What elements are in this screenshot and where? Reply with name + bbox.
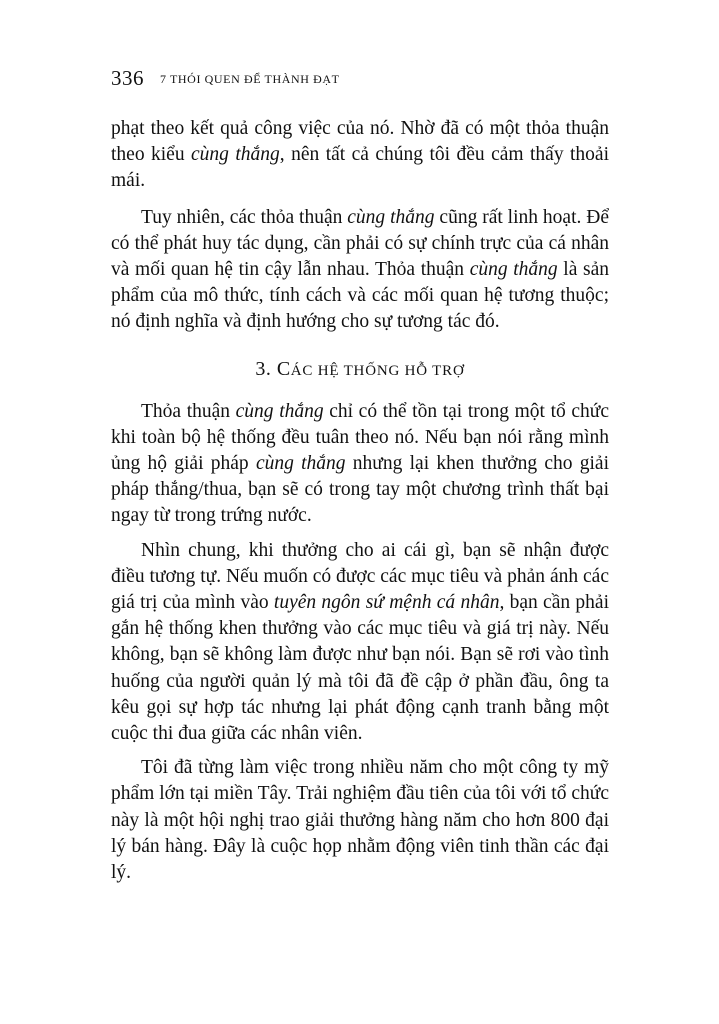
paragraph-1 — [111, 116, 609, 195]
text-run: Tôi đã từng làm việc trong nhiều năm cho một công ty mỹ phẩm lớn tại miền Tây. Trải nghiệm đầu tiên của tôi với tổ chức này là một hội nghị trao giải thưởng hàng năm cho hơn 800 đại lý bán hàng. Đây là cuộc họp nhằm động viên tinh thần các đại lý. — [111, 757, 609, 884]
paragraph-4 — [111, 538, 609, 748]
page-number: 336 — [111, 66, 144, 90]
text-run: nhưng lại khen thưởng cho giải pháp thắng/thua, bạn sẽ có trong tay một chương trình thất bại ngay từ trong trứng nước. — [111, 453, 609, 527]
section-heading — [111, 358, 609, 381]
italic-term: tuyên ngôn sứ mệnh cá nhân, — [273, 592, 505, 614]
text-run: bạn cần phải gắn hệ thống khen thưởng vào các mục tiêu và giá trị này. Nếu không, bạn sẽ không làm được như bạn nói. Bạn sẽ rơi vào tình huống của người quản lý mà tôi đã đề cập ở phần đầu, ông ta kêu gọi sự hợp tác nhưng lại phát động cạnh tranh bằng một cuộc thi đua giữa các nhân viên. — [111, 592, 609, 745]
text-run: là sản phẩm của mô thức, tính cách và các mối quan hệ tương thuộc; nó định nghĩa và định hướng cho sự tương tác đó. — [111, 259, 609, 333]
text-run: cũng rất linh hoạt. Để có thể phát huy tác dụng, cần phải có sự chính trực của cá nhân và mối quan hệ tin cậy lẫn nhau. Thỏa thuận — [111, 206, 609, 281]
paragraph-5 — [111, 755, 609, 886]
text-run: Nhìn chung, khi thưởng cho ai cái gì, bạn sẽ nhận được điều tương tự. Nếu muốn có được các mục tiêu và phản ánh các giá trị của mình vào — [111, 539, 609, 614]
italic-term: cùng thắng — [469, 259, 558, 281]
text-run: Thỏa thuận — [141, 400, 236, 422]
paragraph-2 — [111, 205, 609, 336]
text-run: chỉ có thể tồn tại trong một tổ chức khi toàn bộ hệ thống đều tuân theo nó. Nếu bạn nói rằng mình ủng hộ giải pháp — [111, 400, 609, 475]
italic-term: cùng thắng — [255, 453, 346, 475]
section-initial: C — [276, 357, 291, 380]
italic-term: cùng thắng — [235, 400, 324, 422]
section-number: 3. — [255, 357, 277, 380]
italic-term: cùng thắng — [347, 206, 435, 228]
text-run: , nên tất cả chúng tôi đều cảm thấy thoải mái. — [111, 144, 609, 192]
section-title-rest: ÁC HỆ THỐNG HỖ TRỢ — [290, 362, 465, 379]
page-header — [111, 66, 340, 91]
body-text — [111, 116, 609, 894]
italic-term: cùng thắng — [191, 144, 280, 166]
text-run: Tuy nhiên, các thỏa thuận — [141, 206, 348, 228]
text-run: phạt theo kết quả công việc của nó. Nhờ đã có một thỏa thuận theo kiểu — [111, 118, 609, 166]
running-title: 7 THÓI QUEN ĐỂ THÀNH ĐẠT — [160, 72, 340, 86]
paragraph-3 — [111, 399, 609, 530]
